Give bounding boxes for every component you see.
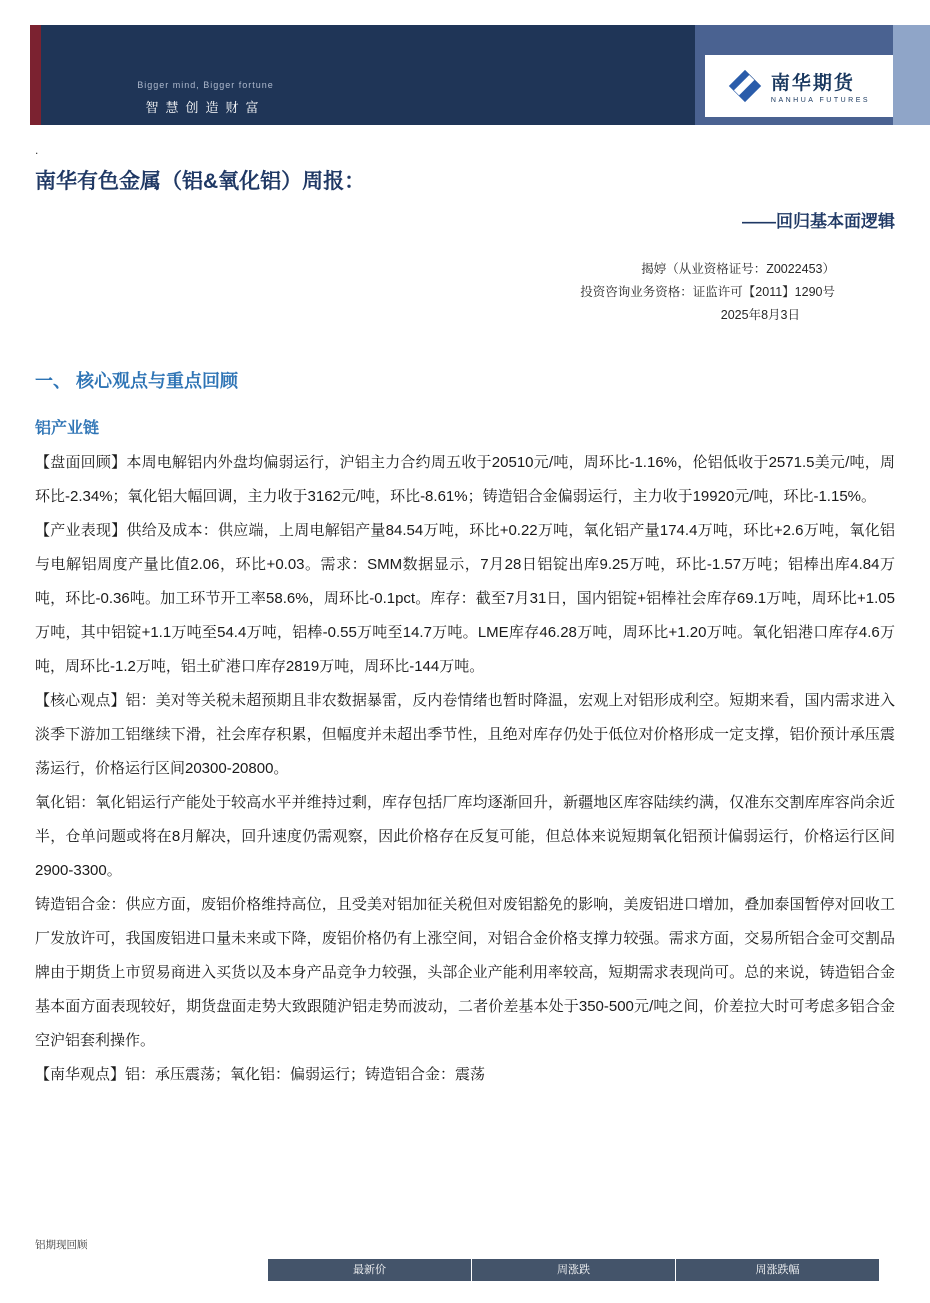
logo-name-english: NANHUA FUTURES	[770, 97, 871, 104]
table-header-weekly-change-pct: 周涨跌幅	[675, 1259, 879, 1281]
report-date: 2025年8月3日	[720, 308, 800, 322]
table-section-label: 铝期现回顾	[35, 1239, 88, 1251]
report-body	[35, 446, 895, 1092]
price-table-header-row	[35, 1259, 879, 1281]
paragraph-industry-performance: 【产业表现】供给及成本：供应端，上周电解铝产量84.54万吨，环比+0.22万吨，氧化铝产量174.4万吨，环比+2.6万吨，氧化铝与电解铝周度产量比值2.06，环比+0.03。需求：SMM数据显示，7月28日铝锭出库9.25万吨，环比-1.57万吨；铝棒出库4.84万吨，环比-0.36吨。加工环节开工率58.6%，周环比-0.1pct。库存：截至7月31日，国内铝锭+铝棒社会库存69.1万吨，周环比+1.05万吨，其中铝锭+1.1万吨至54.4万吨，铝棒-0.55万吨至14.7万吨。LME库存46.28万吨，周环比+1.20万吨。氧化铝港口库存4.6万吨，周环比-1.2万吨，铝土矿港口库存2819万吨，周环比-144万吨。	[35, 522, 895, 675]
paragraph-core-view-aluminum: 【核心观点】铝：美对等关税未超预期且非农数据暴雷，反内卷情绪也暂时降温，宏观上对铝形成利空。短期来看，国内需求进入淡季下游加工铝继续下滑，社会库存积累，但幅度并未超出季节性，且绝对库存仍处于低位对价格形成一定支撑，铝价预计承压震荡运行，价格运行区间20300-20800。	[35, 692, 895, 777]
table-corner-cell	[35, 1259, 268, 1281]
sub-heading-aluminum-chain: 铝产业链	[35, 420, 100, 437]
section-heading-core-views: 一、 核心观点与重点回顾	[35, 371, 238, 391]
logo-card	[705, 55, 893, 117]
header-navy-block	[41, 25, 695, 125]
analyst-credential: 揭婷（从业资格证号：Z0022453）	[641, 262, 835, 276]
header-light-band	[893, 25, 930, 125]
header-right-block	[695, 25, 930, 125]
slogan-english: Bigger mind, Bigger fortune	[137, 80, 274, 90]
slogan-chinese: 智慧创造财富	[145, 100, 266, 115]
report-title: 南华有色金属（铝&氧化铝）周报：	[35, 170, 366, 193]
paragraph-core-view-cast-alloy: 铸造铝合金：供应方面，废铝价格维持高位，且受美对铝加征关税但对废铝豁免的影响，美废铝进口增加，叠加泰国暂停对回收工厂发放许可，我国废铝进口量未来或下降，废铝价格仍有上涨空间，对铝合金价格支撑力较强。需求方面，交易所铝合金可交割品牌由于期货上市贸易商进入买货以及本身产品竞争力较强，头部企业产能利用率较高，短期需求表现尚可。总的来说，铸造铝合金基本面方面表现较好，期货盘面走势大致跟随沪铝走势而波动，二者价差基本处于350-500元/吨之间，价差拉大时可考虑多铝合金空沪铝套利操作。	[35, 896, 895, 1049]
report-meta	[35, 258, 835, 327]
advisory-qualification: 投资咨询业务资格：证监许可【2011】1290号	[580, 285, 835, 299]
brand-header	[30, 25, 930, 125]
table-header-latest-price: 最新价	[268, 1259, 471, 1281]
logo-text	[771, 68, 870, 104]
header-red-stripe	[30, 25, 41, 125]
nanhua-diamond-logo-icon	[728, 69, 762, 103]
table-header-weekly-change: 周涨跌	[471, 1259, 675, 1281]
logo-name-chinese: 南华期货	[770, 73, 855, 94]
report-subtitle: ——回归基本面逻辑	[742, 212, 895, 231]
paragraph-core-view-alumina: 氧化铝：氧化铝运行产能处于较高水平并维持过剩，库存包括厂库均逐渐回升，新疆地区库容陆续约满，仅准东交割库库容尚余近半，仓单问题或将在8月解决，回升速度仍需观察，因此价格存在反复可能，但总体来说短期氧化铝预计偏弱运行，价格运行区间2900-3300。	[35, 794, 895, 879]
paragraph-market-review: 【盘面回顾】本周电解铝内外盘均偏弱运行，沪铝主力合约周五收于20510元/吨，周环比-1.16%，伦铝低收于2571.5美元/吨，周环比-2.34%；氧化铝大幅回调，主力收于3162元/吨，环比-8.61%；铸造铝合金偏弱运行，主力收于19920元/吨，环比-1.15%。	[35, 454, 895, 505]
stray-period-mark: .	[35, 143, 39, 157]
header-slogan	[93, 80, 318, 116]
paragraph-nanhua-view: 【南华观点】铝：承压震荡；氧化铝：偏弱运行；铸造铝合金：震荡	[35, 1066, 486, 1083]
